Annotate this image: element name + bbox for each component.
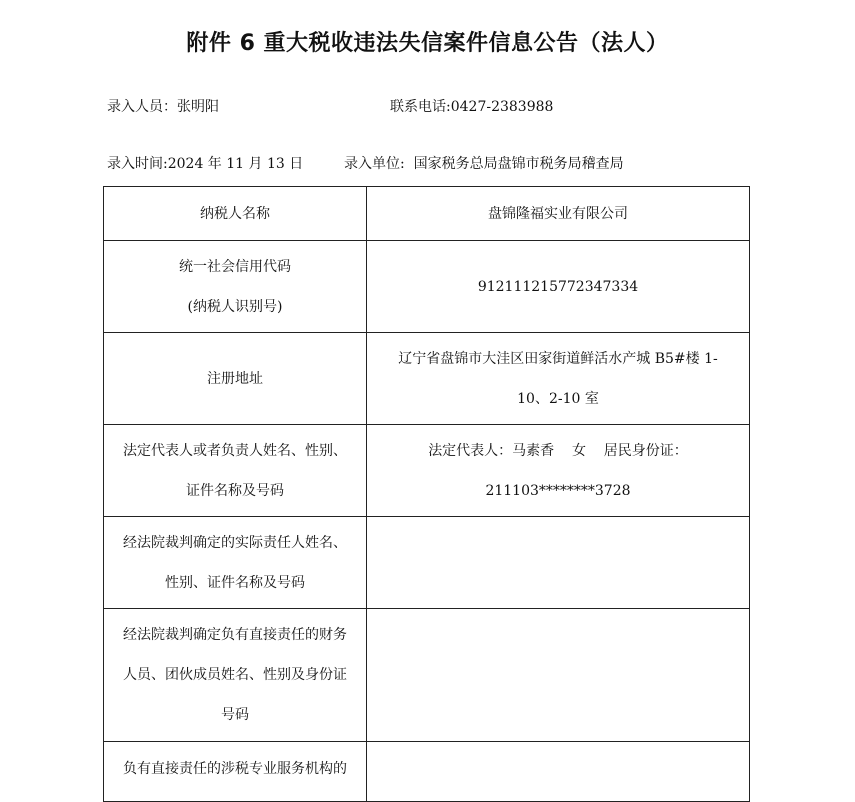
- responsible-person-value: [367, 517, 750, 609]
- case-info-table: [103, 186, 750, 802]
- finance-staff-label: [104, 609, 367, 742]
- table-row: [104, 609, 750, 742]
- finance-staff-label-line: 经法院裁判确定负有直接责任的财务: [123, 627, 347, 643]
- entry-unit: 录入单位: 国家税务总局盘锦市税务局稽查局: [344, 156, 624, 172]
- legal-rep-value-line: 法定代表人：马素香 女 居民身份证：: [428, 442, 688, 459]
- responsible-person-label: [104, 517, 367, 609]
- table-row: [104, 333, 750, 425]
- legal-rep-label-line: 证件名称及号码: [186, 482, 284, 499]
- credit-code-label: [104, 241, 367, 333]
- registered-address-label: 注册地址: [104, 333, 367, 425]
- taxpayer-name-label: 纳税人名称: [104, 187, 367, 241]
- table-row: [104, 187, 750, 241]
- tax-agency-value: [367, 742, 750, 802]
- legal-rep-value-line: 211103********3728: [485, 482, 631, 499]
- entry-person: 录入人员：张明阳: [107, 99, 219, 115]
- finance-staff-label-line: 人员、团伙成员姓名、性别及身份证: [123, 667, 347, 683]
- table-row: [104, 742, 750, 802]
- finance-staff-label-line: 号码: [221, 707, 249, 723]
- responsible-person-label-line: 性别、证件名称及号码: [165, 574, 305, 591]
- registered-address-value: [367, 333, 750, 425]
- credit-code-label-line: (纳税人识别号): [187, 298, 283, 315]
- taxpayer-name-value: 盘锦隆福实业有限公司: [367, 187, 750, 241]
- finance-staff-value: [367, 609, 750, 742]
- legal-rep-label: [104, 425, 367, 517]
- registered-address-line: 辽宁省盘锦市大洼区田家街道鲜活水产城 B5#楼 1-: [398, 350, 718, 367]
- registered-address-line: 10、2-10 室: [517, 390, 599, 407]
- credit-code-label-line: 统一社会信用代码: [179, 258, 291, 275]
- table-row: [104, 425, 750, 517]
- entry-time: 录入时间:2024 年 11 月 13 日: [107, 156, 304, 172]
- legal-rep-value: [367, 425, 750, 517]
- credit-code-value: 912111215772347334: [367, 241, 750, 333]
- legal-rep-label-line: 法定代表人或者负责人姓名、性别、: [123, 442, 347, 459]
- tax-agency-label: [104, 742, 367, 802]
- tax-agency-label-line: 负有直接责任的涉税专业服务机构的: [123, 761, 347, 777]
- responsible-person-label-line: 经法院裁判确定的实际责任人姓名、: [123, 534, 347, 551]
- contact-phone: 联系电话:0427-2383988: [390, 99, 554, 115]
- page-title: 附件 6 重大税收违法失信案件信息公告（法人）: [186, 31, 669, 56]
- table-row: [104, 517, 750, 609]
- table-row: [104, 241, 750, 333]
